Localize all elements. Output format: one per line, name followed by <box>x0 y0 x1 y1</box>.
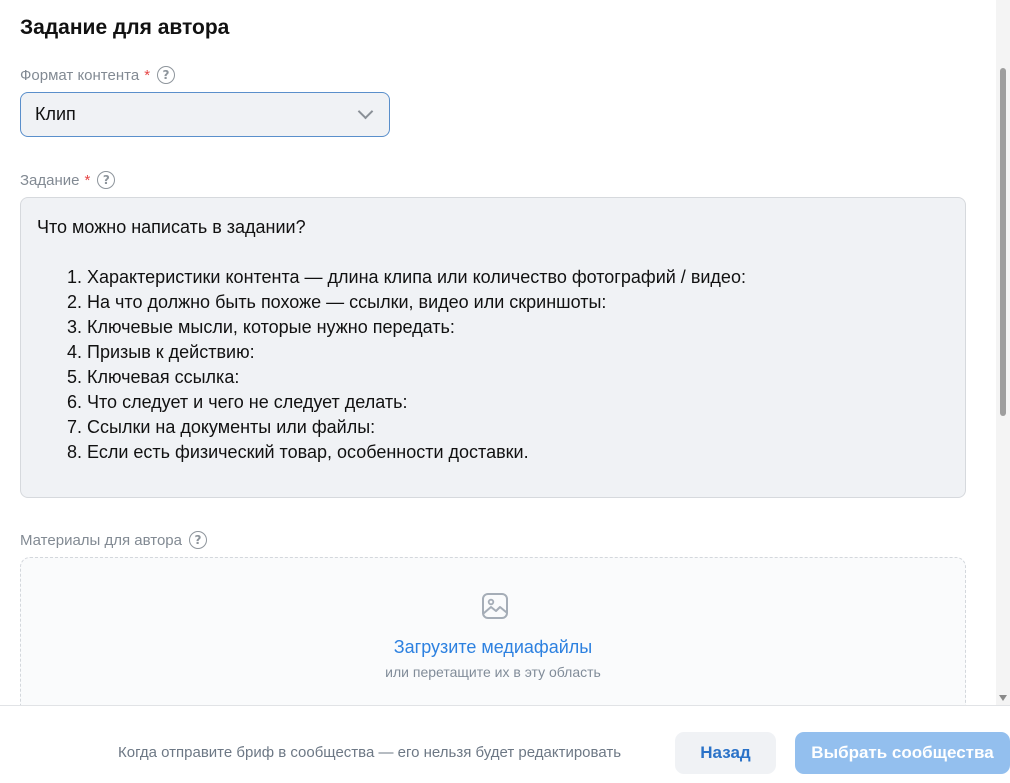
list-item: 8. Если есть физический товар, особенности доставки. <box>67 442 529 462</box>
help-icon[interactable]: ? <box>189 531 207 549</box>
section-title: Задание для автора <box>20 16 230 39</box>
chevron-down-icon <box>358 104 374 120</box>
required-mark: * <box>84 171 91 189</box>
back-button[interactable]: Назад <box>675 732 776 774</box>
help-icon[interactable]: ? <box>157 66 175 84</box>
help-icon[interactable]: ? <box>97 171 115 189</box>
task-textarea[interactable] <box>20 197 966 498</box>
required-mark: * <box>144 66 151 84</box>
task-placeholder-list <box>37 265 949 465</box>
scrollbar[interactable] <box>996 0 1010 705</box>
scroll-down-arrow-icon[interactable] <box>999 695 1007 701</box>
content-format-select[interactable] <box>20 92 390 137</box>
list-item: 7. Ссылки на документы или файлы: <box>67 417 376 437</box>
list-item: 1. Характеристики контента — длина клипа или количество фотографий / видео: <box>67 267 746 287</box>
footer-bar <box>0 705 1010 783</box>
image-icon <box>481 592 509 620</box>
materials-label-text: Материалы для автора <box>20 531 182 549</box>
upload-hint: или перетащите их в эту область <box>385 664 601 680</box>
task-label-text: Задание <box>20 171 80 189</box>
list-item: 4. Призыв к действию: <box>67 342 255 362</box>
choose-communities-button[interactable]: Выбрать сообщества <box>795 732 1010 774</box>
list-item: 5. Ключевая ссылка: <box>67 367 240 387</box>
upload-media-link[interactable]: Загрузите медиафайлы <box>393 637 593 657</box>
content-format-value: Клип <box>35 104 76 124</box>
materials-label <box>20 531 207 549</box>
list-item: 3. Ключевые мысли, которые нужно передать: <box>67 317 455 337</box>
media-dropzone[interactable] <box>20 557 966 727</box>
footer-warning: Когда отправите бриф в сообщества — его нельзя будет редактировать <box>118 744 622 761</box>
task-label <box>20 171 115 189</box>
list-item: 6. Что следует и чего не следует делать: <box>67 392 408 412</box>
format-label <box>20 66 175 84</box>
list-item: 2. На что должно быть похоже — ссылки, видео или скриншоты: <box>67 292 607 312</box>
format-label-text: Формат контента <box>20 66 140 84</box>
task-placeholder-intro: Что можно написать в задании? <box>37 217 306 237</box>
scrollbar-thumb[interactable] <box>1000 68 1006 416</box>
